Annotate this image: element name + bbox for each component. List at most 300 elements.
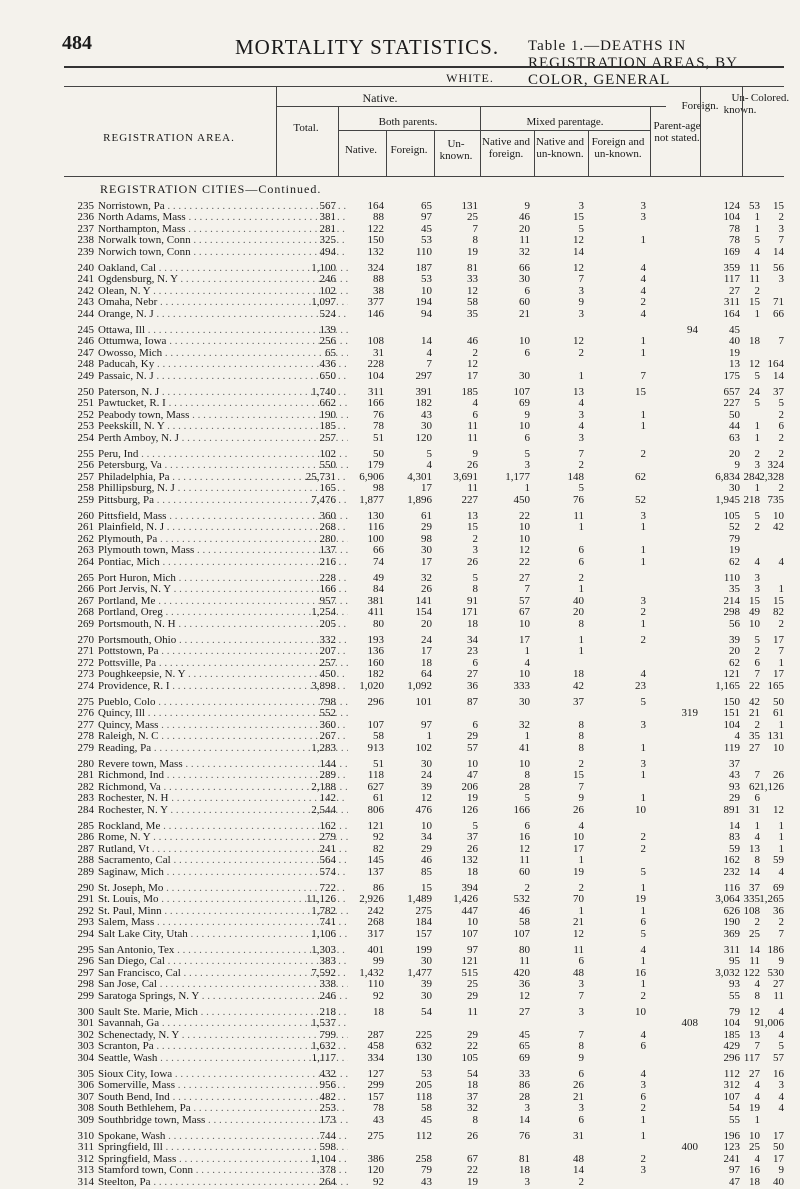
cell-value: 632 [415,1040,432,1053]
cell-value: 1 [578,583,584,596]
cell-value: 26 [467,459,478,472]
row-index: 281 [77,769,94,782]
cell-value: 5 [754,634,760,646]
cell-value: 7 [426,358,432,371]
cell-value: 118 [367,769,384,782]
area-name: Plymouth, Pa . . . [98,533,348,546]
cell-value: 19 [729,346,740,359]
cell-value: 25 [467,211,478,224]
cell-value: 34 [421,831,432,844]
area-name: Peabody town, Mass . . . [98,409,348,422]
cell-value: 253 [319,1102,336,1115]
table-row [64,1052,784,1065]
cell-value: 35 [467,307,478,320]
cell-value: 4 [578,820,584,832]
cell-value: 10 [519,617,530,630]
area-name: Scranton, Pa . . . [98,1040,348,1053]
cell-value: 66 [373,544,384,557]
cell-value: 275 [415,904,432,917]
area-name: Ogdensburg, N. Y . . . [98,273,348,286]
cell-value: 15 [421,882,432,894]
cell-value: 66 [519,262,530,274]
cell-value: 184 [415,916,432,929]
area-name: San Diego, Cal . . . [98,955,348,968]
cell-value: 6 [578,555,584,568]
cell-value: 122 [367,222,384,235]
cell-value: 1 [778,842,784,855]
cell-value: 1 [578,904,584,917]
cell-value: 91 [467,594,478,607]
cell-value: 205 [415,1079,432,1092]
cell-value: 1 [524,645,530,658]
cell-value: 53 [421,273,432,286]
cell-value: 7 [578,780,584,793]
cell-value: 4 [640,1028,646,1041]
header-colored: Colored. [750,92,790,104]
cell-value: 6 [578,1113,584,1126]
cell-value: 12 [467,358,478,371]
cell-value: 48 [573,966,584,979]
area-name: Portsmouth, N. H . . . [98,618,348,631]
cell-value: 21 [573,1090,584,1103]
cell-value: 64 [421,668,432,681]
rule [276,106,666,107]
cell-value: 27 [749,741,760,754]
area-name: Philadelphia, Pa . . . [98,471,348,484]
cell-value: 2 [578,346,584,359]
cell-value: 18 [467,617,478,630]
cell-value: 1 [578,634,584,646]
area-name: Salem, Mass . . . [98,916,348,929]
cell-value: 19 [467,792,478,805]
cell-value: 26 [467,1130,478,1142]
cell-value: 32 [467,1102,478,1115]
cell-value: 104 [723,1017,740,1030]
cell-value: 722 [319,882,336,894]
cell-value: 10 [773,510,784,522]
cell-value: 228 [319,572,336,584]
cell-value: 19 [635,893,646,906]
cell-value: 51 [373,758,384,770]
cell-value: 744 [319,1130,336,1142]
cell-value: 18 [749,1175,760,1188]
cell-value: 7,592 [311,966,336,979]
cell-value: 11 [467,431,478,444]
cell-value: 7 [578,989,584,1002]
cell-value: 58 [467,296,478,309]
area-name: Stamford town, Conn . . . [98,1164,348,1177]
cell-value: 17 [467,369,478,382]
cell-value: 40 [773,1175,784,1188]
cell-value: 148 [567,470,584,483]
cell-value: 6 [524,431,530,444]
cell-value: 214 [723,594,740,607]
cell-value: 4 [640,944,646,956]
cell-value: 51 [373,431,384,444]
cell-value: 10 [519,668,530,681]
cell-value: 28 [519,1090,530,1103]
cell-value: 2 [472,346,478,359]
cell-value: 14 [773,369,784,382]
cell-value: 19 [573,865,584,878]
cell-value: 9 [472,448,478,460]
top-rule [64,66,784,68]
cell-value: 3 [640,594,646,607]
cell-value: 9 [578,296,584,309]
cell-value: 9 [578,1051,584,1064]
cell-value: 55 [729,1113,740,1126]
row-index: 271 [77,645,94,658]
cell-value: 79 [729,1006,740,1018]
cell-value: 157 [367,1090,384,1103]
cell-value: 3 [640,1079,646,1092]
cell-value: 1 [640,882,646,894]
cell-value: 5 [472,820,478,832]
cell-value: 3 [778,273,784,286]
header-bp-unknown: Un-known. [439,138,473,162]
cell-value: 165 [767,679,784,692]
cell-value: 137 [319,544,336,557]
cell-value: 54 [729,1102,740,1115]
row-index: 254 [77,431,94,444]
cell-value: 185 [723,1028,740,1041]
row-index: 266 [77,583,94,596]
rule [434,130,435,176]
cell-value: 33 [467,273,478,286]
cell-value: 97 [421,211,432,224]
cell-value: 524 [319,307,336,320]
cell-value: 6 [472,656,478,669]
cell-value: 43 [729,769,740,782]
area-name: Passaic, N. J . . . [98,370,348,383]
area-name: St. Paul, Minn . . . [98,905,348,918]
cell-value: 2 [578,758,584,770]
cell-value: 11 [467,1006,478,1018]
cell-value: 29 [421,521,432,534]
row-index: 240 [77,262,94,274]
cell-value: 6 [754,656,760,669]
cell-value: 287 [367,1028,384,1041]
cell-value: 58 [373,730,384,743]
cell-value: 30 [519,273,530,286]
row-index: 253 [77,420,94,433]
cell-value: 70 [573,893,584,906]
cell-value: 7 [778,335,784,348]
row-index: 270 [77,634,94,646]
cell-value: 447 [461,904,478,917]
cell-value: 151 [723,707,740,720]
cell-value: 383 [319,955,336,968]
row-index: 243 [77,296,94,309]
cell-value: 8 [754,854,760,867]
cell-value: 117 [743,1051,760,1064]
row-index: 237 [77,222,94,235]
cell-value: 137 [367,865,384,878]
cell-value: 26 [421,583,432,596]
cell-value: 5 [754,234,760,247]
cell-value: 1 [640,544,646,557]
area-name: Peru, Ind . . . [98,448,348,461]
cell-value: 194 [415,296,432,309]
cell-value: 12 [573,234,584,247]
row-index: 302 [77,1028,94,1041]
row-index: 298 [77,978,94,991]
cell-value: 40 [729,335,740,348]
cell-value: 98 [373,482,384,495]
cell-value: 2 [754,284,760,297]
cell-value: 14 [773,245,784,258]
cell-value: 82 [373,842,384,855]
cell-value: 26 [573,803,584,816]
cell-value: 5 [640,927,646,940]
cell-value: 5 [426,448,432,460]
cell-value: 131 [767,730,784,743]
cell-value: 102 [319,284,336,297]
row-index: 269 [77,617,94,630]
cell-value: 5 [524,448,530,460]
header-area: REGISTRATION AREA. [103,132,235,144]
row-index: 300 [77,1006,94,1018]
cell-value: 144 [319,758,336,770]
table-row [64,866,784,879]
cell-value: 15 [467,521,478,534]
area-name: North Adams, Mass . . . [98,211,348,224]
cell-value: 37 [467,1090,478,1103]
rule [742,86,743,176]
header-mx-nf: Native and foreign. [482,136,530,160]
area-name: Quincy, Mass . . . [98,719,348,732]
row-index: 235 [77,200,94,212]
cell-value: 98 [421,532,432,545]
cell-value: 86 [519,1079,530,1092]
cell-value: 54 [467,1068,478,1080]
row-index: 286 [77,831,94,844]
area-name: Portland, Oreg . . . [98,606,348,619]
cell-value: 71 [773,296,784,309]
cell-value: 87 [467,696,478,708]
cell-value: 42 [573,679,584,692]
cell-value: 2 [640,606,646,619]
cell-value: 179 [367,459,384,472]
cell-value: 6 [640,1040,646,1053]
area-name: Pittsfield, Mass . . . [98,510,348,523]
cell-value: 130 [415,1051,432,1064]
cell-value: 4 [640,273,646,286]
cell-value: 35 [749,730,760,743]
cell-value: 378 [319,1164,336,1177]
cell-value: 20 [519,222,530,235]
cell-value: 11 [467,482,478,495]
cell-value: 408 [681,1017,698,1030]
cell-value: 12 [467,284,478,297]
cell-value: 2 [640,842,646,855]
cell-value: 3 [640,1164,646,1177]
cell-value: 22 [467,1040,478,1053]
table-row [64,1114,784,1127]
cell-value: 4 [754,831,760,844]
cell-value: 160 [367,656,384,669]
cell-value: 1 [578,854,584,867]
area-name: Raleigh, N. C . . . [98,730,348,743]
area-name: San Antonio, Tex . . . [98,944,348,957]
cell-value: 100 [367,532,384,545]
cell-value: 182 [415,397,432,410]
area-name: Plymouth town, Mass . . . [98,544,348,557]
header-mixed: Mixed parentage. [526,116,604,128]
cell-value: 280 [319,532,336,545]
row-index: 263 [77,544,94,557]
cell-value: 5 [578,222,584,235]
cell-value: 62 [749,780,760,793]
cell-value: 123 [723,1141,740,1154]
row-index: 250 [77,386,94,398]
cell-value: 7 [578,273,584,286]
cell-value: 2 [754,448,760,460]
cell-value: 275 [367,1130,384,1142]
row-index: 292 [77,904,94,917]
cell-value: 17 [421,555,432,568]
cell-value: 92 [373,831,384,844]
cell-value: 1,177 [505,470,530,483]
cell-value: 338 [319,978,336,991]
cell-value: 11 [773,989,784,1002]
cell-value: 25,731 [305,470,336,483]
area-name: Rochester, N. H . . . [98,792,348,805]
cell-value: 957 [319,594,336,607]
row-index: 305 [77,1068,94,1080]
cell-value: 40 [573,594,584,607]
cell-value: 18 [749,335,760,348]
rule [700,86,701,176]
rule [534,130,535,176]
cell-value: 21 [519,307,530,320]
cell-value: 650 [319,369,336,382]
row-index: 238 [77,234,94,247]
cell-value: 311 [723,296,740,309]
cell-value: 3 [578,284,584,297]
cell-value: 46 [467,335,478,348]
cell-value: 17 [773,1152,784,1165]
area-name: Reading, Pa . . . [98,742,348,755]
cell-value: 2 [640,448,646,460]
cell-value: 10 [421,820,432,832]
cell-value: 2 [578,1175,584,1188]
row-index: 261 [77,521,94,534]
header-mx-nu: Native and un-known. [536,136,584,160]
cell-value: 10 [467,916,478,929]
cell-value: 52 [635,493,646,506]
cell-value: 1,020 [359,679,384,692]
cell-value: 4 [754,1079,760,1092]
row-index: 284 [77,803,94,816]
cell-value: 107 [513,927,530,940]
area-name: San Jose, Cal . . . [98,978,348,991]
cell-value: 1,896 [407,493,432,506]
cell-value: 2,926 [359,893,384,906]
cell-value: 2 [754,916,760,929]
cell-value: 2 [778,448,784,460]
cell-value: 598 [319,1141,336,1154]
area-name: Pittsburg, Pa . . . [98,494,348,507]
cell-value: 131 [461,200,478,212]
area-name: South Bend, Ind . . . [98,1091,348,1104]
table-row [64,494,784,507]
cell-value: 17 [573,842,584,855]
cell-value: 165 [319,482,336,495]
cell-value: 381 [319,211,336,224]
area-name: Springfield, Mass . . . [98,1153,348,1166]
cell-value: 4 [778,1028,784,1041]
cell-value: 2 [778,408,784,421]
row-index: 306 [77,1079,94,1092]
cell-value: 5 [754,397,760,410]
area-name: Steelton, Pa . . . [98,1176,348,1189]
cell-value: 13 [749,1028,760,1041]
cell-value: 4 [754,1152,760,1165]
cell-value: 62 [635,470,646,483]
cell-value: 34 [467,634,478,646]
cell-value: 232 [723,865,740,878]
cell-value: 97 [729,1164,740,1177]
cell-value: 567 [319,200,336,212]
cell-value: 1 [524,730,530,743]
cell-value: 8 [578,718,584,731]
cell-value: 1 [640,1113,646,1126]
cell-value: 46 [519,904,530,917]
cell-value: 2 [778,916,784,929]
cell-value: 2 [778,482,784,495]
cell-value: 190 [723,916,740,929]
rule [64,176,784,177]
cell-value: 242 [367,904,384,917]
cell-value: 626 [723,904,740,917]
cell-value: 5 [640,696,646,708]
cell-value: 1,945 [715,493,740,506]
cell-value: 10 [773,741,784,754]
cell-value: 10 [467,758,478,770]
cell-value: 88 [373,211,384,224]
cell-value: 9 [778,1164,784,1177]
cell-value: 8 [472,583,478,596]
area-name: Owosso, Mich . . . [98,347,348,360]
cell-value: 1 [640,741,646,754]
row-index: 267 [77,594,94,607]
cell-value: 25 [749,927,760,940]
cell-value: 27 [749,1068,760,1080]
cell-value: 359 [723,262,740,274]
cell-value: 19 [749,1102,760,1115]
cell-value: 37 [749,882,760,894]
row-index: 296 [77,955,94,968]
cell-value: 2 [640,989,646,1002]
cell-value: 31 [573,1130,584,1142]
cell-value: 20 [573,606,584,619]
cell-value: 26 [467,842,478,855]
cell-value: 199 [415,944,432,956]
cell-value: 3 [578,200,584,212]
cell-value: 3 [578,408,584,421]
cell-value: 10 [519,335,530,348]
cell-value: 79 [729,532,740,545]
row-index: 308 [77,1102,94,1115]
cell-value: 450 [513,493,530,506]
cell-value: 99 [373,955,384,968]
cell-value: 117 [723,273,740,286]
area-name: Paducah, Ky . . . [98,358,348,371]
cell-value: 110 [367,978,384,991]
cell-value: 1 [640,555,646,568]
cell-value: 185 [461,386,478,398]
